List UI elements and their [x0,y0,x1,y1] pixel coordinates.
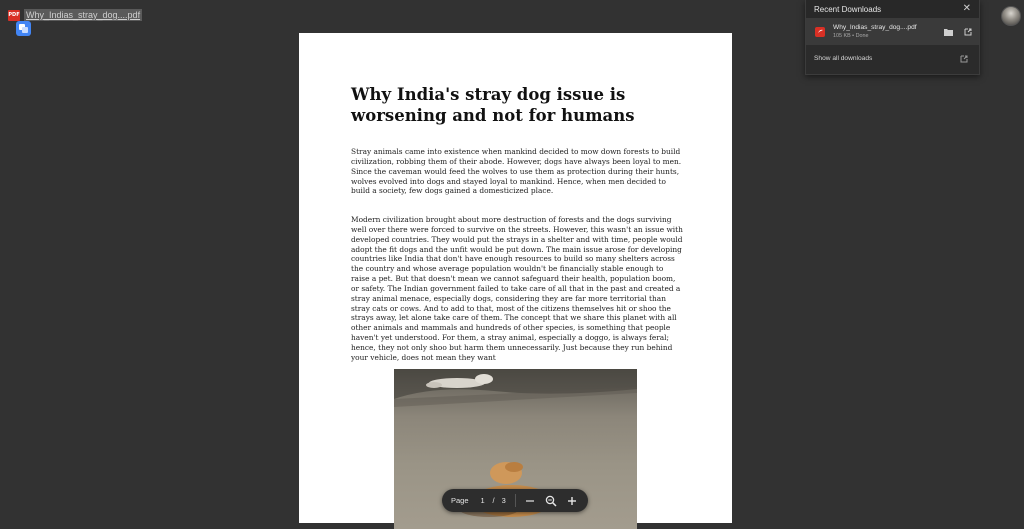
download-filename: Why_Indias_stray_dog....pdf [833,24,917,31]
article-paragraph-2: Modern civilization brought about more destruction of forests and the dogs surviving well over there were forced to survive on the streets. However, this wasn't an issue with developed countries. They would put the strays in a shelter and with time, people would adopt the fit dogs and the unfit would be put down. The main issue arose for developing countries like India that don't have enough resources to build so many shelters across the country and whose average population wouldn't be financially stable enough to raise a pet. But that doesn't mean we cannot safeguard their health, population boom, or safety. The Indian government failed to take care of all that in the past and created a stray animal menace, especially dogs, considering they are far more territorial than stray cats or cows. And to add to that, most of the citizens themselves hit or shoo the strays away, let alone take care of them. The concept that we share this planet with all other animals and mammals and hundreds of other species, is something that people haven't yet understood. For them, a stray animal, especially a doggo, is always feral; hence, they not only shoo but harm them unnecessarily. Just because they run behind your vehicle, does not mean they want [351,215,683,362]
pdf-page [299,33,732,523]
total-pages: 3 [501,496,506,505]
show-all-downloads-link[interactable]: Show all downloads [814,55,873,62]
current-page-input[interactable]: 1 [480,496,485,505]
toolbar-divider [515,494,516,507]
download-item[interactable] [806,18,979,45]
page-label: Page [451,496,469,505]
profile-avatar[interactable] [1001,6,1021,26]
article-heading: Why India's stray dog issue is worsening and not for humans [351,85,635,125]
downloads-title: Recent Downloads [814,4,882,14]
pdf-tab-title[interactable] [8,8,142,22]
close-icon[interactable]: ✕ [962,3,971,14]
document-title[interactable]: Why_Indias_stray_dog....pdf [26,10,141,20]
open-external-icon[interactable] [958,53,969,64]
downloads-panel [805,0,980,75]
pdf-file-icon [815,27,825,37]
pdf-page-toolbar [442,489,588,512]
page-separator: / [492,496,495,505]
zoom-in-button[interactable] [565,494,579,508]
folder-icon[interactable] [943,26,954,37]
downloads-header [806,0,979,18]
translate-icon[interactable] [16,21,31,36]
article-paragraph-1: Stray animals came into existence when mankind decided to mow down forests to build civilization, robbing them of their abode. However, dogs have always been loyal to men. Since the caveman would feed the wolves to use them as protection during their hunts, wolves evolved into dogs and stayed loyal to mankind. Hence, when men decided to build a society, few dogs gained a domesticized place. [351,147,682,196]
show-all-downloads-row[interactable] [806,45,979,72]
download-status: 105 KB • Done [833,33,869,39]
open-external-icon[interactable] [962,26,973,37]
download-meta [833,24,935,39]
zoom-out-button[interactable] [523,494,537,508]
zoom-fit-icon[interactable] [544,494,558,508]
pdf-file-icon: PDF [8,10,20,21]
